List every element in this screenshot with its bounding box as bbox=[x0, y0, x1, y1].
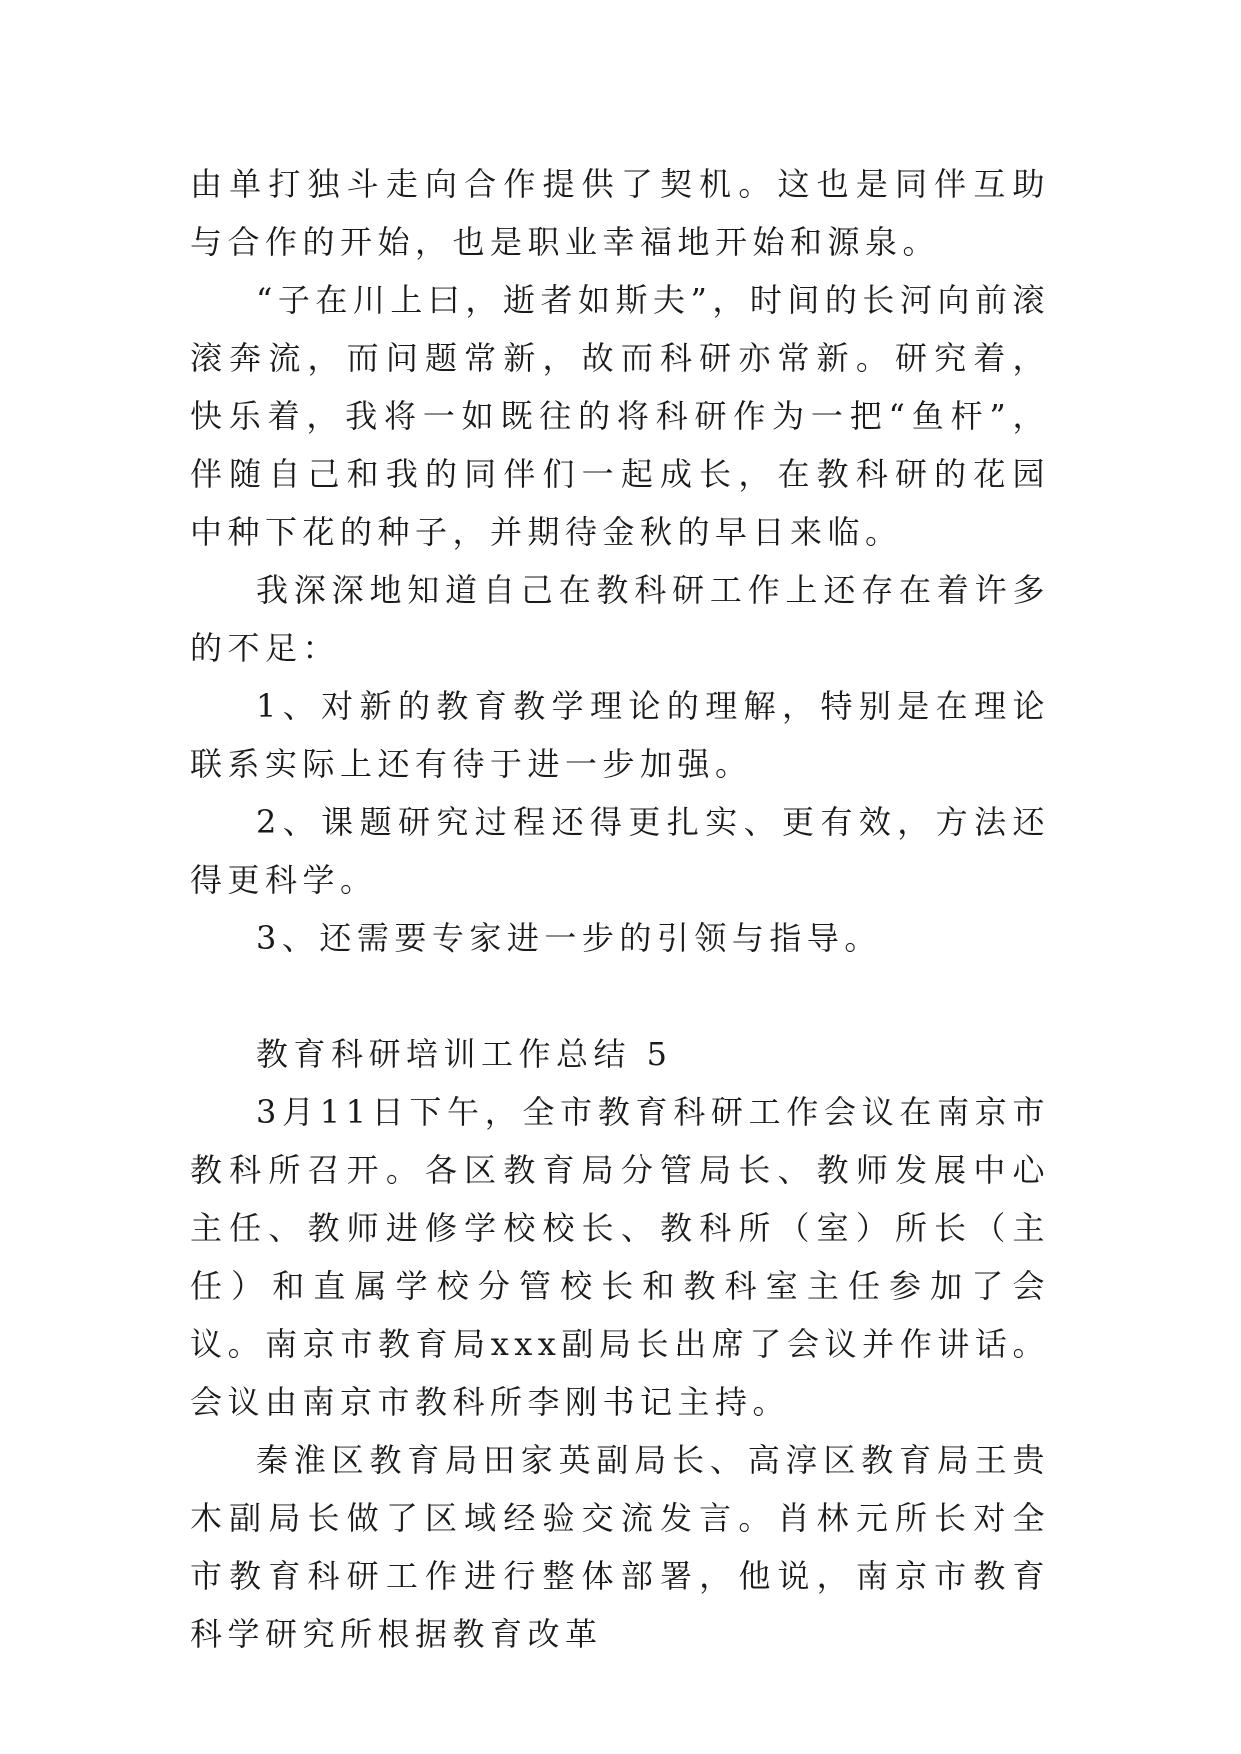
list-item-2: 2、课题研究过程还得更扎实、更有效，方法还得更科学。 bbox=[190, 803, 1050, 899]
section-heading: 教育科研培训工作总结 5 bbox=[256, 1035, 673, 1073]
list-item-3: 3、还需要专家进一步的引领与指导。 bbox=[256, 919, 882, 957]
document-page bbox=[190, 155, 1050, 1663]
paragraph-meeting: 3月11日下午，全市教育科研工作会议在南京市教科所召开。各区教育局分管局长、教师发展中心主任、教师进修学校校长、教科所（室）所长（主任）和直属学校分管校长和教科室主任参加了会议。南京市教育局xxx副局长出席了会议并作讲话。会议由南京市教科所李刚书记主持。 bbox=[190, 1093, 1050, 1421]
list-item-1: 1、对新的教育教学理论的理解，特别是在理论联系实际上还有待于进一步加强。 bbox=[190, 687, 1050, 783]
paragraph-quote: “子在川上曰，逝者如斯夫”，时间的长河向前滚滚奔流，而问题常新，故而科研亦常新。研究着，快乐着，我将一如既往的将科研作为一把“鱼杆”，伴随自己和我的同伴们一起成长，在教科研的花园中种下花的种子，并期待金秋的早日来临。 bbox=[190, 281, 1050, 551]
paragraph-exchange: 秦淮区教育局田家英副局长、高淳区教育局王贵木副局长做了区域经验交流发言。肖林元所长对全市教育科研工作进行整体部署，他说，南京市教育科学研究所根据教育改革 bbox=[190, 1441, 1050, 1653]
paragraph-continuation: 由单打独斗走向合作提供了契机。这也是同伴互助与合作的开始，也是职业幸福地开始和源泉。 bbox=[190, 165, 1050, 261]
paragraph-shortcomings-intro: 我深深地知道自己在教科研工作上还存在着许多的不足： bbox=[190, 571, 1050, 667]
